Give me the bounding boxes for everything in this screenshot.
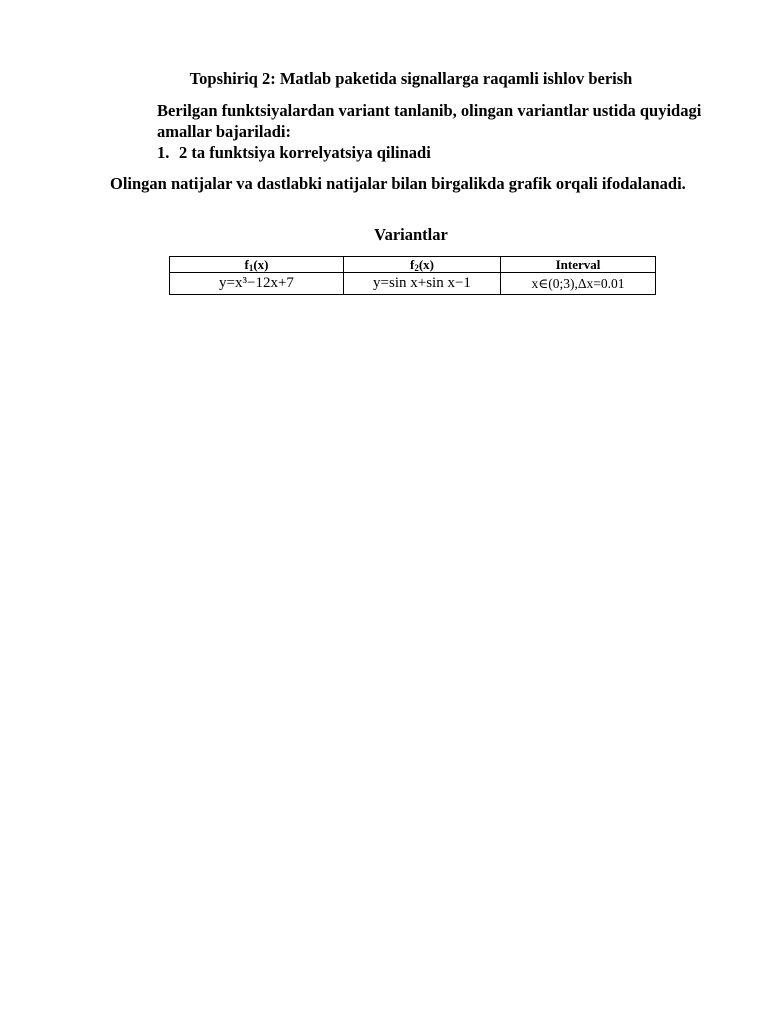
header-f1-main: f [244,257,249,272]
page-title-wrapper [0,69,768,89]
header-f1 [170,257,344,273]
cell-f2-formula: y=sin x+sin x−1 [344,273,501,295]
cell-interval: x∈(0;3),Δx=0.01 [501,273,656,295]
list-item-text: 2 ta funktsiya korrelyatsiya qilinadi [179,143,431,162]
page-title: Topshiriq 2: Matlab paketida signallarga raqamli ishlov berish [189,69,633,88]
header-f2 [344,257,501,273]
task-description: Berilgan funktsiyalardan variant tanlanib, olingan variantlar ustida quyidagi amallar bajariladi: [157,101,702,141]
header-f1-tail: (x) [253,257,269,272]
variants-table [169,256,656,295]
table-caption: Variantlar [374,225,448,244]
cell-f1-formula: y=x³−12x+7 [170,273,344,295]
list-item [157,142,431,163]
header-f2-main: f [409,257,415,272]
header-f2-tail: (x) [418,257,434,272]
header-f1-subscript: 1 [248,263,254,273]
header-interval [501,257,656,273]
header-f2-subscript: 2 [414,263,419,273]
table-header-row [170,257,656,273]
table-row [170,273,656,295]
list-item-number: 1. [157,143,170,162]
result-description: Olingan natijalar va dastlabki natijalar bilan birgalikda grafik orqali ifodalanadi. [110,174,686,193]
header-interval-label: Interval [555,257,601,272]
